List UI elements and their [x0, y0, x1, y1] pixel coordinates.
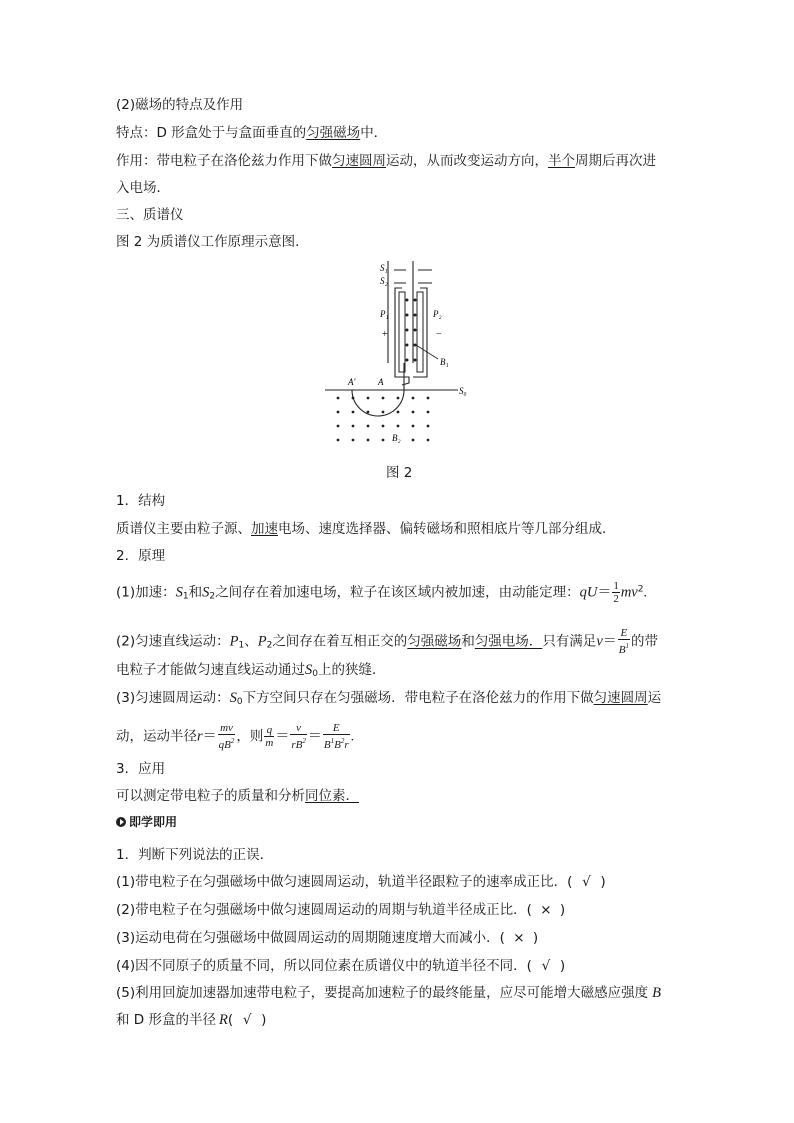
- principle-heading: 2．原理: [116, 548, 166, 564]
- mass-spectrometer-diagram: [320, 255, 480, 450]
- magnetic-feature: 特点：D 形盒处于与盒面垂直的匀强磁场中．: [116, 125, 388, 141]
- label-p2: P₂: [433, 309, 442, 319]
- practice-heading: 即学即用: [116, 813, 177, 831]
- fill-blank: 匀强电场．: [474, 633, 543, 650]
- magnetic-heading: (2)磁场的特点及作用: [116, 97, 244, 113]
- principle-linear-cont: 电粒子才能做匀速直线运动通过$S_0$上的狭缝．: [116, 662, 386, 679]
- fill-blank: 加速: [251, 521, 278, 537]
- application-heading: 3．应用: [116, 761, 166, 777]
- practice-item-2: (2)带电粒子在匀强磁场中做匀速圆周运动的周期与轨道半径成正比．( × ): [116, 902, 566, 918]
- check-mark: √: [541, 958, 551, 974]
- check-mark: √: [242, 1012, 252, 1028]
- label-a: A: [378, 377, 384, 387]
- principle-acceleration: (1)加速：$S_1$和$S_2$之间存在着加速电场，粒子在该区域内被加速，由动能定理：qU＝ $\frac{1}{2}$ $mv^2$.: [116, 580, 647, 605]
- practice-item-4: (4)因不同原子的质量不同，所以同位素在质谱仪中的轨道半径不同．( √ ): [116, 958, 566, 974]
- fill-blank: 同位素．: [305, 788, 359, 804]
- principle-linear: (2)匀速直线运动：$P_1$、$P_2$之间存在着互相正交的匀强磁场和匀强电场．只有满足v＝ $\frac{E}{B^1}$ 的带: [116, 627, 658, 656]
- label-s1: S₁: [380, 263, 388, 273]
- label-minus: −: [436, 329, 442, 340]
- cross-mark: ×: [513, 930, 525, 946]
- field-dots-b2: [337, 397, 430, 442]
- principle-circle: (3)匀速圆周运动：$S_0$下方空间只存在匀强磁场．带电粒子在洛伦兹力的作用下做匀速圆周运: [116, 690, 662, 707]
- check-mark: √: [582, 874, 591, 890]
- figure-caption: 图 2: [386, 465, 413, 481]
- practice-item-5: (5)利用回旋加速器加速带电粒子，要提高加速粒子的最终能量，应尽可能增大磁感应强度 B: [116, 985, 661, 1001]
- field-dots-b1: [406, 299, 417, 362]
- section-intro: 图 2 为质谱仪工作原理示意图．: [116, 234, 309, 250]
- fill-blank: 匀强磁场: [407, 633, 462, 650]
- magnetic-effect-cont: 入电场．: [116, 180, 170, 196]
- section-title: 三、质谱仪: [116, 207, 184, 223]
- magnetic-effect: 作用：带电粒子在洛伦兹力作用下做匀速圆周运动，从而改变运动方向，半个周期后再次进: [116, 153, 656, 169]
- label-s2: S₂: [380, 276, 388, 286]
- label-a-prime: A′: [348, 377, 356, 387]
- practice-item-5-cont: 和 D 形盒的半径 R( √ ): [116, 1012, 267, 1028]
- application-text: 可以测定带电粒子的质量和分析同位素．: [116, 788, 359, 804]
- structure-heading: 1．结构: [116, 493, 166, 509]
- play-circle-icon: [116, 817, 126, 827]
- fill-blank: 半个: [548, 153, 575, 169]
- structure-text: 质谱仪主要由粒子源、加速电场、速度选择器、偏转磁场和照相底片等几部分组成．: [116, 521, 616, 537]
- practice-q1: 1．判断下列说法的正误．: [116, 847, 274, 863]
- fill-blank: 匀速圆周: [332, 153, 386, 169]
- label-s0: S₀: [459, 386, 467, 396]
- principle-circle-cont: 动，运动半径r＝ $\frac{mv}{qB^2}$ ，则 $\frac{q}{m}$ ＝ $\frac{v}{rB^2}$ ＝ $\frac{E}{B^1B^2r}$ .: [116, 722, 355, 751]
- practice-item-1: (1)带电粒子在匀强磁场中做匀速圆周运动，轨道半径跟粒子的速率成正比．( √ ): [116, 874, 606, 890]
- label-b2: B₂: [392, 433, 401, 443]
- fill-blank: 匀速圆周: [593, 690, 648, 706]
- label-p1: P₁: [380, 309, 389, 319]
- label-b1: B₁: [440, 357, 449, 367]
- practice-item-3: (3)运动电荷在匀强磁场中做圆周运动的周期随速度增大而减小．( × ): [116, 930, 539, 946]
- fill-blank: 匀强磁场: [306, 125, 361, 141]
- cross-mark: ×: [540, 902, 552, 918]
- label-plus: +: [382, 329, 388, 340]
